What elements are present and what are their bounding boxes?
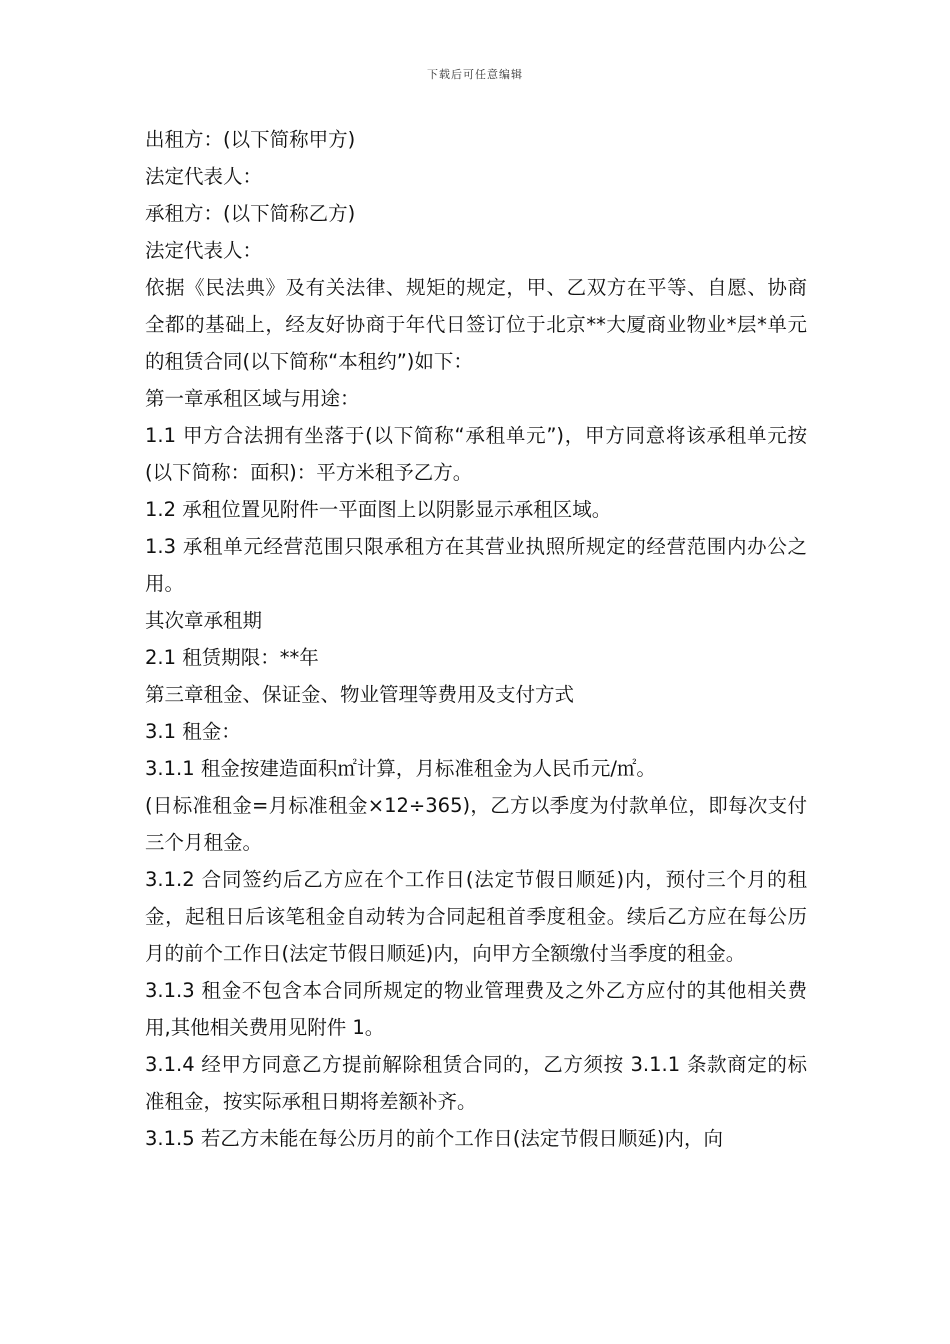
paragraph-lessor: 出租方：(以下简称甲方) [145, 128, 356, 151]
clause-2-1: 2.1 租赁期限：**年 [145, 646, 319, 669]
clause-1-1: 1.1 甲方合法拥有坐落于(以下简称“承租单元”)，甲方同意将该承租单元按(以下简称：面积)：平方米租予乙方。 [145, 424, 807, 484]
chapter-3-heading: 第三章租金、保证金、物业管理等费用及支付方式 [145, 683, 575, 706]
chapter-2-heading: 其次章承租期 [145, 609, 263, 632]
clause-3-1-5: 3.1.5 若乙方未能在每公历月的前个工作日(法定节假日顺延)内，向 [145, 1127, 724, 1150]
clause-1-2: 1.2 承租位置见附件一平面图上以阴影显示承租区域。 [145, 498, 612, 521]
chapter-1-heading: 第一章承租区域与用途： [145, 387, 360, 410]
document-body [145, 121, 807, 1157]
clause-3-1-4: 3.1.4 经甲方同意乙方提前解除租赁合同的，乙方须按 3.1.1 条款商定的标准租金，按实际承租日期将差额补齐。 [145, 1053, 807, 1113]
clause-3-1-3: 3.1.3 租金不包含本合同所规定的物业管理费及之外乙方应付的其他相关费用,其他相关费用见附件 1。 [145, 979, 807, 1039]
clause-3-1-1: 3.1.1 租金按建造面积㎡计算，月标准租金为人民币元/㎡。 [145, 757, 656, 780]
clause-3-1-1-note: (日标准租金=月标准租金×12÷365)，乙方以季度为付款单位，即每次支付三个月租金。 [145, 794, 807, 854]
clause-3-1: 3.1 租金： [145, 720, 241, 743]
paragraph-lessee: 承租方：(以下简称乙方) [145, 202, 356, 225]
paragraph-preamble: 依据《民法典》及有关法律、规矩的规定，甲、乙双方在平等、自愿、协商全都的基础上，经友好协商于年代日签订位于北京**大厦商业物业*层*单元的租赁合同(以下简称“本租约”)如下： [145, 276, 807, 373]
clause-3-1-2: 3.1.2 合同签约后乙方应在个工作日(法定节假日顺延)内，预付三个月的租金，起租日后该笔租金自动转为合同起租首季度租金。续后乙方应在每公历月的前个工作日(法定节假日顺延)内，向甲方全额缴付当季度的租金。 [145, 868, 807, 965]
paragraph-lessee-rep: 法定代表人： [145, 239, 263, 262]
header-note: 下载后可任意编辑 [427, 68, 523, 81]
clause-1-3: 1.3 承租单元经营范围只限承租方在其营业执照所规定的经营范围内办公之用。 [145, 535, 807, 595]
paragraph-lessor-rep: 法定代表人： [145, 165, 263, 188]
